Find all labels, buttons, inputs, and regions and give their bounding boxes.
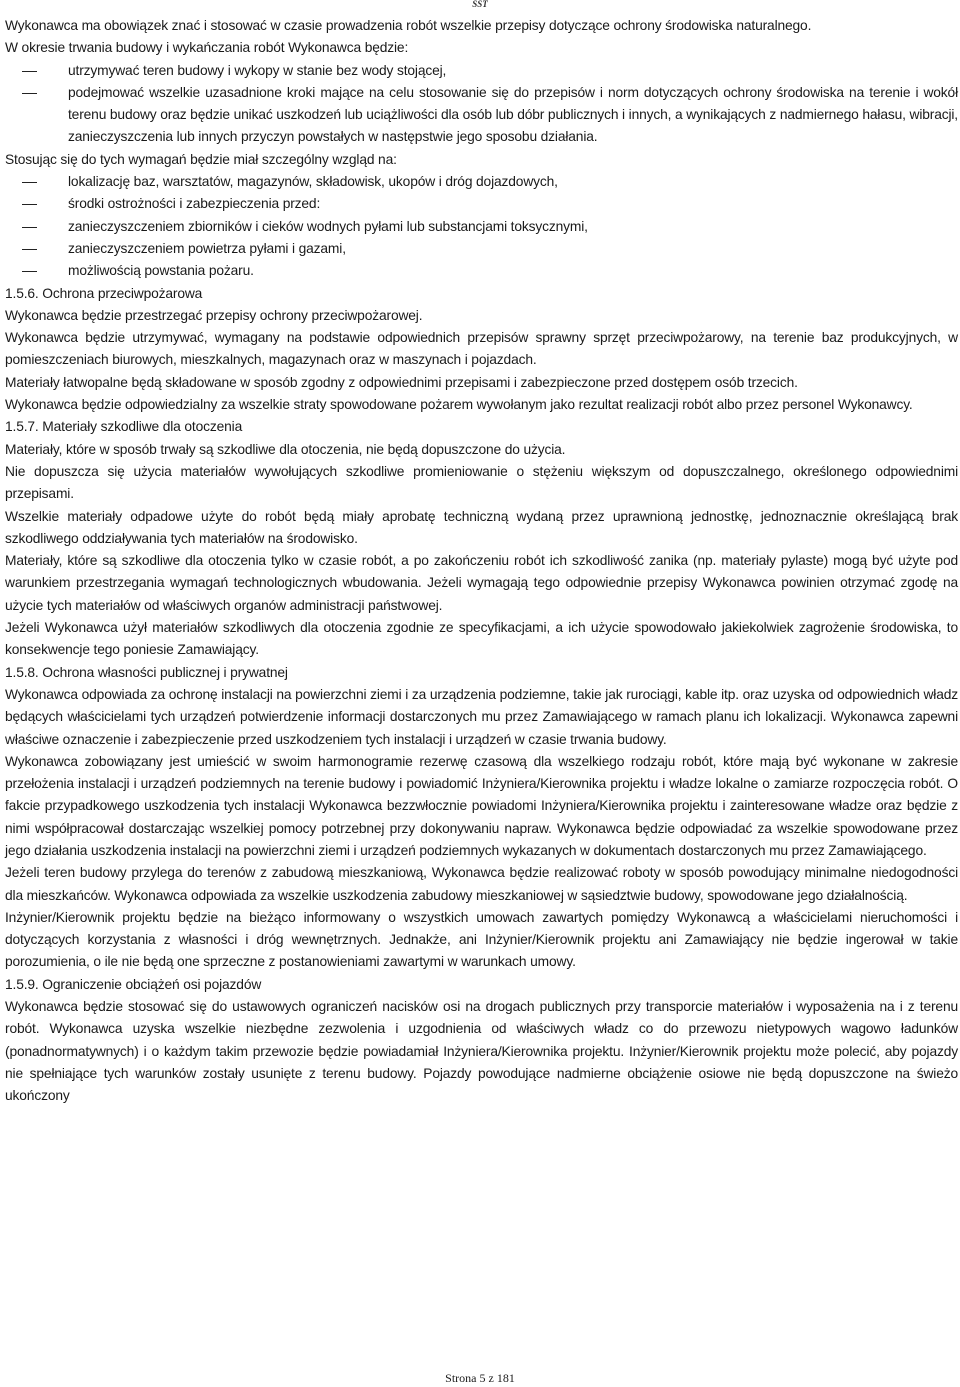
paragraph: Materiały, które w sposób trwały są szkodliwe dla otoczenia, nie będą dopuszczone do użycia. — [5, 441, 566, 457]
section-heading-159: 1.5.9. Ograniczenie obciążeń osi pojazdów — [5, 976, 262, 992]
paragraph: Wykonawca odpowiada za ochronę instalacji na powierzchni ziemi i za urządzenia podziemne, takie jak rurociągi, kable itp. oraz uzyska od odpowiednich władz będących właścicielami tych urządzeń potwierdzenie informacji dostarczonych mu przez Zamawiającego w ramach planu ich lokalizacji. Wykonawca zapewni właściwe oznaczenie i zabezpieczenie przed uszkodzeniem tych instalacji i urządzeń w czasie trwania budowy. — [5, 686, 958, 747]
bullet-list — [5, 171, 958, 282]
paragraph: W okresie trwania budowy i wykańczania robót Wykonawca będzie: — [5, 40, 409, 56]
paragraph: Wykonawca będzie odpowiedzialny za wszelkie straty spowodowane pożarem wywołanym jako rezultat realizacji robót albo przez personel Wykonawcy. — [5, 397, 913, 413]
paragraph: Wykonawca zobowiązany jest umieścić w swoim harmonogramie rezerwę czasową dla wszelkiego rodzaju robót, które mają być wykonane w zakresie przełożenia instalacji i urządzeń podziemnych na terenie budowy i powiadomić Inżyniera/Kierownika projektu i władze lokalne o zamiarze rozpoczęcia robót. O fakcie przypadkowego uszkodzenia tych instalacji Wykonawca bezzwłocznie powiadomi Inżyniera/Kierownika projektu i zainteresowane władze oraz będzie z nimi współpracował dostarczając wszelkiej pomocy potrzebnej przy dokonywaniu napraw. Wykonawca będzie odpowiadać za wszelkie spowodowane przez jego działania uszkodzenia instalacji na powierzchni ziemi i urządzeń podziemnych wykazanych w dokumentach dostarczonych mu przez Zamawiającego. — [5, 753, 958, 858]
paragraph: Jeżeli Wykonawca użył materiałów szkodliwych dla otoczenia zgodnie ze specyfikacjami, a ich użycie spowodowało jakiekolwiek zagrożenie środowiska, to konsekwencje tego poniesie Zamawiający. — [5, 620, 958, 658]
paragraph: Wszelkie materiały odpadowe użyte do robót będą miały aprobatę techniczną wydaną przez uprawnioną jednostkę, jednoznacznie określającą brak szkodliwego oddziaływania tych materiałów na środowisko. — [5, 508, 958, 546]
list-item: lokalizację baz, warsztatów, magazynów, składowisk, ukopów i dróg dojazdowych, — [5, 171, 958, 193]
paragraph: Materiały, które są szkodliwe dla otoczenia tylko w czasie robót, a po zakończeniu robót ich szkodliwość zanika (np. materiały pylaste) mogą być użyte pod warunkiem przestrzegania wymagań technologicznych wbudowania. Jeżeli wymagają tego odpowiednie przepisy Wykonawca powinien otrzymać zgodę na użycie tych materiałów od właściwych organów administracji państwowej. — [5, 553, 958, 613]
page-header-code: SST — [472, 0, 488, 9]
paragraph: Wykonawca będzie przestrzegać przepisy ochrony przeciwpożarowej. — [5, 307, 423, 323]
paragraph: Inżynier/Kierownik projektu będzie na bieżąco informowany o wszystkich umowach zawartych pomiędzy Wykonawcą a właścicielami nieruchomości i dotyczących korzystania z własności i dróg wewnętrznych. Jednakże, ani Inżynier/Kierownik projektu ani Zamawiający nie będzie ingerował w takie porozumienia, o ile nie będą one sprzeczne z postanowieniami zawartymi w warunkach umowy. — [5, 909, 958, 970]
paragraph: Materiały łatwopalne będą składowane w sposób zgodny z odpowiednimi przepisami i zabezpieczone przed dostępem osób trzecich. — [5, 374, 798, 390]
page-number: Strona 5 z 181 — [445, 1371, 515, 1385]
paragraph: Wykonawca ma obowiązek znać i stosować w czasie prowadzenia robót wszelkie przepisy dotyczące ochrony środowiska naturalnego. — [5, 18, 812, 33]
paragraph: Wykonawca będzie stosować się do ustawowych ograniczeń nacisków osi na drogach publicznych przy transporcie materiałów i wyposażenia na i z terenu robót. Wykonawca uzyska wszelkie niezbędne zezwolenia i uzgodnienia od właściwych władz co do przewozu nietypowych wagowo ładunków (ponadnormatywnych) i o każdym takim przewozie będzie powiadamiał Inżyniera/Kierownika projektu. Inżynier/Kierownik projektu może polecić, aby pojazdy nie spełniające tych warunków zostały usunięte z terenu budowy. Pojazdy powodujące nadmierne obciążenie osiowe nie będą dopuszczone na świeżo ukończony — [5, 999, 958, 1104]
section-heading-157: 1.5.7. Materiały szkodliwe dla otoczenia — [5, 419, 243, 435]
list-item: zanieczyszczeniem powietrza pyłami i gazami, — [5, 238, 958, 260]
list-item: podejmować wszelkie uzasadnione kroki mające na celu stosowanie się do przepisów i norm dotyczących ochrony środowiska na terenie i wokół terenu budowy oraz będzie unikać uszkodzeń lub uciążliwości dla osób lub dóbr publicznych i innych, a wynikających z nadmiernego hałasu, wibracji, zanieczyszczenia lub innych przyczyn powstałych w następstwie jego sposobu działania. — [5, 82, 958, 149]
section-heading-156: 1.5.6. Ochrona przeciwpożarowa — [5, 285, 203, 301]
section-heading-158: 1.5.8. Ochrona własności publicznej i prywatnej — [5, 664, 288, 680]
list-item: środki ostrożności i zabezpieczenia przed: — [5, 193, 958, 215]
bullet-list — [5, 60, 958, 149]
list-item: utrzymywać teren budowy i wykopy w stanie bez wody stojącej, — [5, 60, 958, 82]
paragraph: Jeżeli teren budowy przylega do terenów z zabudową mieszkaniową, Wykonawca będzie realizować roboty w sposób powodujący minimalne niedogodności dla mieszkańców. Wykonawca odpowiada za wszelkie uszkodzenia zabudowy mieszkaniowej w sąsiedztwie budowy, spowodowane jego działalnością. — [5, 865, 958, 903]
list-item: możliwością powstania pożaru. — [5, 260, 958, 282]
list-item: zanieczyszczeniem zbiorników i cieków wodnych pyłami lub substancjami toksycznymi, — [5, 216, 958, 238]
document-body — [5, 15, 958, 1108]
paragraph: Nie dopuszcza się użycia materiałów wywołujących szkodliwe promieniowanie o stężeniu większym od dopuszczalnego, określonego odpowiednimi przepisami. — [5, 463, 958, 502]
paragraph: Wykonawca będzie utrzymywać, wymagany na podstawie odpowiednich przepisów sprawny sprzęt przeciwpożarowy, na terenie baz produkcyjnych, w pomieszczeniach biurowych, mieszkalnych, magazynach oraz w maszynach i pojazdach. — [5, 330, 958, 368]
paragraph: Stosując się do tych wymagań będzie miał szczególny wzgląd na: — [5, 151, 397, 167]
